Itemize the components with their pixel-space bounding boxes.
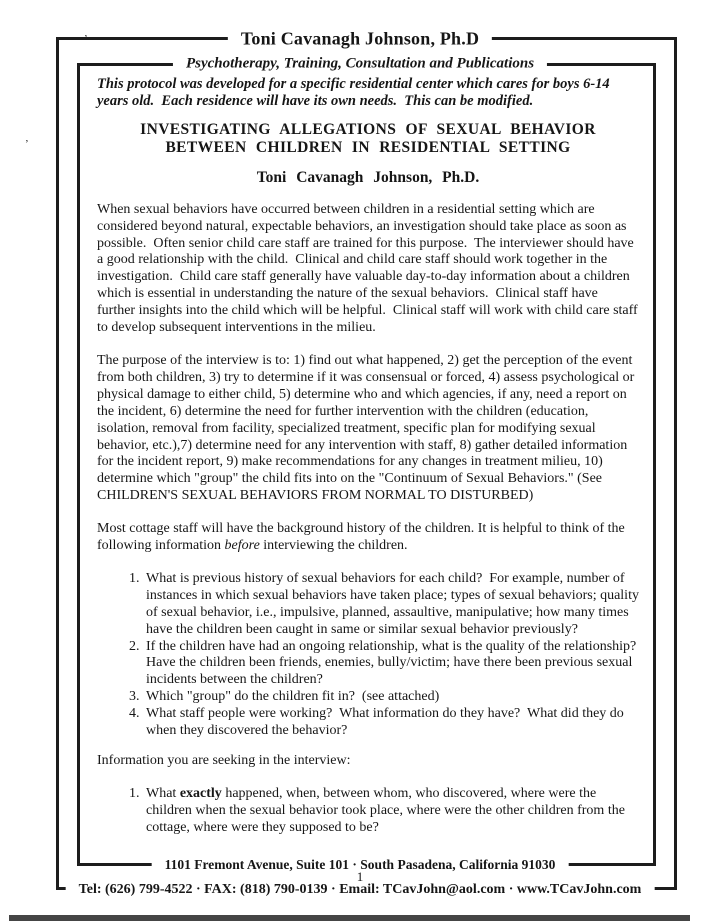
footer-contact: Tel: (626) 799-4522 · FAX: (818) 790-0139 · Email: TCavJohn@aol.com · www.TCavJohn.com: [66, 882, 655, 898]
document-title-line1: INVESTIGATING ALLEGATIONS OF SEXUAL BEHAVIOR: [140, 120, 596, 138]
paragraph-background-post: interviewing the children.: [259, 538, 408, 554]
background-question-item: 4. What staff people were working? What information do they have? What did they do when they discovered the behavior?: [143, 706, 639, 740]
protocol-note: This protocol was developed for a specific residential center which cares for boys 6-14 years old. Each residence will have its own needs. This can be modified.: [97, 76, 614, 109]
paragraph-background-pre: Most cottage staff will have the background history of the children. It is helpful to think of the following information: [97, 521, 629, 554]
footer-address: 1101 Fremont Avenue, Suite 101 · South Pasadena, California 91030: [152, 857, 569, 873]
paragraph-background-emphasis: before: [224, 538, 260, 554]
scan-edge-bar: [9, 915, 690, 921]
document-title-line2: BETWEEN CHILDREN IN RESIDENTIAL SETTING: [165, 138, 571, 156]
seeking-intro: Information you are seeking in the interview:: [97, 753, 351, 768]
paragraph-background: [97, 521, 639, 555]
paragraph-introduction: When sexual behaviors have occurred between children in a residential setting which are considered beyond natural, expectable behaviors, an investigation should take place as soon as possible. Often senior child care staff are trained for this purpose. The interviewer should have a good relationship with the child. Clinical and child care staff should work together in the investigation. Child care staff generally have valuable day-to-day information about a children which is essential in understanding the nature of the sexual behaviors. Clinical staff have further insights into the child which will be helpful. Clinical staff will work with child care staff to develop subsequent interventions in the milieu.: [97, 201, 642, 336]
seeking-item-pre: What: [146, 785, 180, 801]
document-title: [97, 121, 639, 157]
seeking-list: [97, 786, 639, 837]
paragraph-purpose: The purpose of the interview is to: 1) find out what happened, 2) get the perception of the event from both children, 3) try to determine if it was consensual or forced, 4) assess psychological or physical damage to either child, 5) determine who and which agencies, if any, need a report on the incident, 6) determine the need for further intervention with the children (education, isolation, removal from facility, specialized treatment, specific plan for modifying sexual behavior, etc.),7) determine need for any intervention with staff, 8) gather detailed information for the incident report, 9) make recommendations for any changes in treatment milieu, 10) determine which "group" the child fits into on the "Continuum of Sexual Behaviors." (See CHILDREN'S SEXUAL BEHAVIORS FROM NORMAL TO DISTURBED): [97, 352, 638, 504]
document-author: Toni Cavanagh Johnson, Ph.D.: [256, 168, 480, 186]
background-questions-list: [97, 570, 644, 740]
background-question-item: 1. What is previous history of sexual behaviors for each child? For example, number of instances in which sexual behaviors have taken place; types of sexual behaviors; quality of sexual behavior, i.e., impulsive, planned, assaultive, manipulative; how many times have the children been caught in same or similar sexual behavior previously?: [143, 571, 639, 639]
document-body: [97, 76, 644, 837]
seeking-item-post: happened, when, between whom, who discovered, where were the children when the sexual behavior took place, where were the other children from the cottage, where were they supposed to be?: [146, 785, 629, 835]
background-question-item: 3. Which "group" do the children fit in? (see attached): [143, 689, 639, 706]
letterhead-name: Toni Cavanagh Johnson, Ph.D: [228, 29, 492, 50]
seeking-item: [143, 786, 639, 837]
background-question-item: 2. If the children have had an ongoing relationship, what is the quality of the relationship? Have the children been friends, enemies, bully/victim; have there been previous sexual incidents between the children?: [143, 639, 639, 690]
seeking-item-bold: exactly: [179, 785, 222, 801]
scan-artifact: ’: [25, 138, 29, 150]
page-number: 1: [356, 869, 364, 884]
letterhead-tagline: Psychotherapy, Training, Consultation and Publications: [173, 56, 547, 73]
scan-artifact: ’: [84, 33, 88, 45]
